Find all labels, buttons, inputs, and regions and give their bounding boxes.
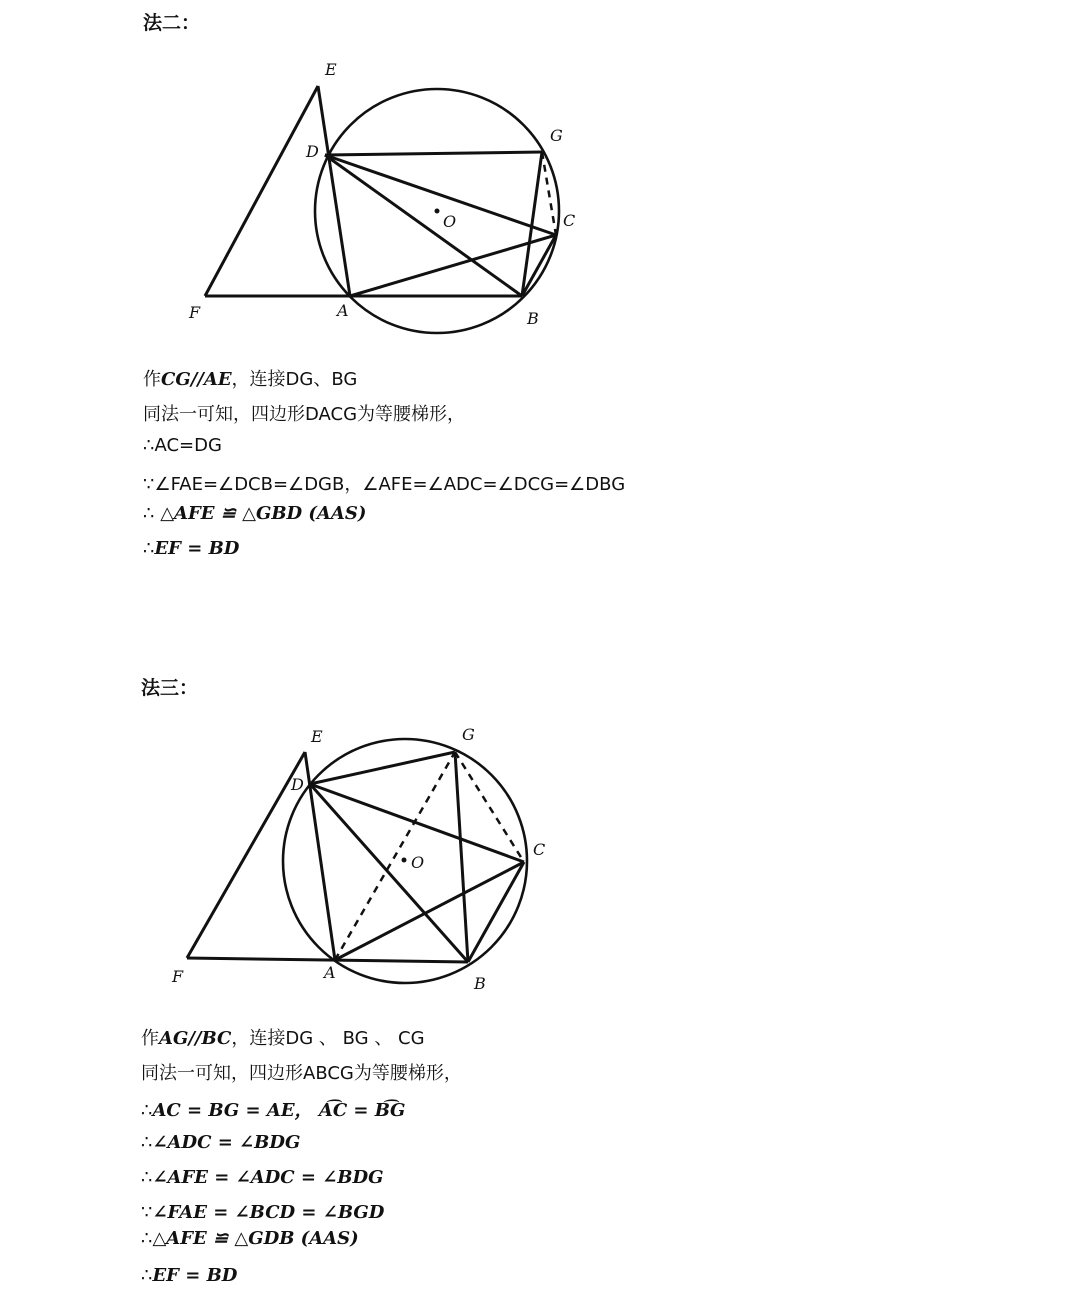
method3-line-8: ∴EF = BD xyxy=(141,1265,238,1286)
fig3-label-g: G xyxy=(462,725,475,744)
fig3-label-o: O xyxy=(411,853,425,872)
fig2-label-c: C xyxy=(563,211,576,230)
fig3-center-dot xyxy=(402,858,407,863)
method2-heading: 法二： xyxy=(143,12,201,34)
method2-line-4: ∵∠FAE=∠DCB=∠DGB，∠AFE=∠ADC=∠DCG=∠DBG xyxy=(143,474,626,495)
method3-line-5: ∴∠AFE = ∠ADC = ∠BDG xyxy=(141,1167,384,1188)
method3-figure xyxy=(171,725,545,993)
fig2-label-e: E xyxy=(325,60,337,79)
fig3-label-a: A xyxy=(324,963,336,982)
fig3-segment-gb xyxy=(455,752,468,962)
fig3-label-c: C xyxy=(533,840,546,859)
fig2-label-o: O xyxy=(443,212,457,231)
fig3-segment-fe xyxy=(187,752,305,958)
fig3-segment-dg xyxy=(310,752,455,784)
method3-line-7: ∴△AFE ≌ △GDB (AAS) xyxy=(141,1228,359,1249)
fig3-label-e: E xyxy=(311,727,323,746)
fig2-label-g: G xyxy=(550,126,563,145)
fig3-label-d: D xyxy=(291,775,304,794)
method3-heading: 法三： xyxy=(141,677,199,699)
fig2-segment-fe xyxy=(205,86,318,296)
fig2-segment-dc xyxy=(325,155,556,235)
method2-line-6: ∴EF = BD xyxy=(143,538,240,559)
fig3-segment-dc xyxy=(310,784,524,862)
method2-figure xyxy=(188,60,575,333)
method2-line-5: ∴ △AFE ≌ △GBD (AAS) xyxy=(143,503,367,524)
method3-line-6: ∵∠FAE = ∠BCD = ∠BGD xyxy=(141,1202,385,1223)
fig2-label-d: D xyxy=(306,142,319,161)
method2-line-2: 同法一可知，四边形DACG为等腰梯形， xyxy=(143,404,466,425)
method3-line-1: 作AG//BC，连接DG 、 BG 、 CG xyxy=(141,1028,425,1049)
fig2-label-b: B xyxy=(527,309,539,328)
fig3-segment-db xyxy=(310,784,468,962)
method2-line-3: ∴AC=DG xyxy=(143,435,222,456)
fig2-segment-dg xyxy=(325,152,542,155)
fig2-center-dot xyxy=(435,209,440,214)
fig3-segment-fb xyxy=(187,958,468,962)
method3-line-2: 同法一可知，四边形ABCG为等腰梯形， xyxy=(141,1063,462,1084)
method3-line-4: ∴∠ADC = ∠BDG xyxy=(141,1132,301,1153)
fig2-label-f: F xyxy=(189,303,201,322)
fig2-label-a: A xyxy=(337,301,349,320)
fig2-segment-ea xyxy=(318,86,350,296)
fig3-label-f: F xyxy=(172,967,184,986)
method2-line-1: 作CG//AE，连接DG、BG xyxy=(143,369,358,390)
method3-line-3: ∴AC = BG = AE， A͡C = B͡G xyxy=(141,1100,406,1121)
fig3-label-b: B xyxy=(474,974,486,993)
